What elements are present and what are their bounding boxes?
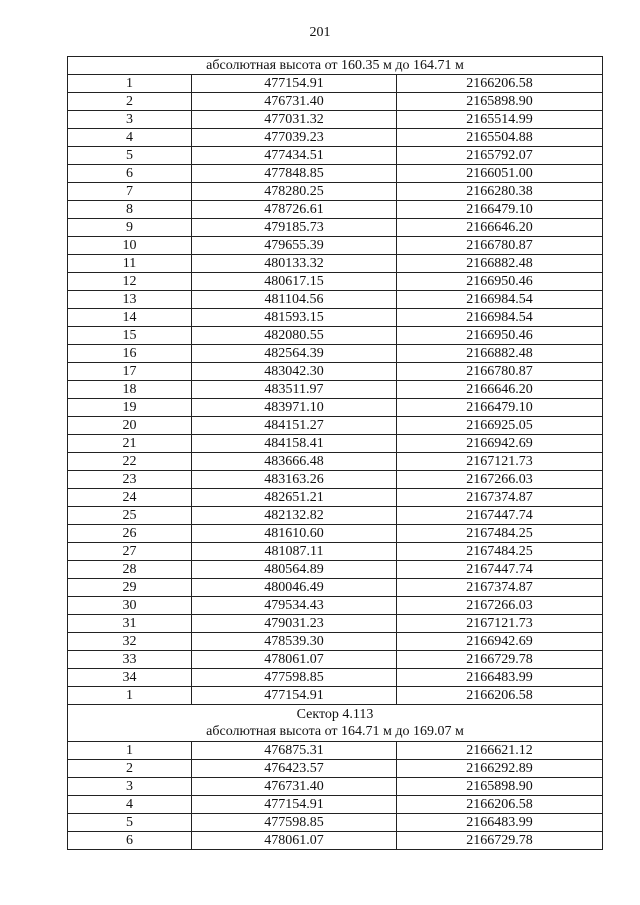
table-row: [68, 489, 603, 507]
table-row: [68, 147, 603, 165]
table-row: [68, 561, 603, 579]
table-row: [68, 129, 603, 147]
table-row: [68, 291, 603, 309]
table-row: [68, 525, 603, 543]
y-coordinate-cell: 2166984.54: [397, 309, 603, 327]
table-row: [68, 435, 603, 453]
point-number-cell: 6: [68, 165, 192, 183]
table-row: [68, 669, 603, 687]
x-coordinate-cell: 477434.51: [192, 147, 397, 165]
point-number-cell: 1: [68, 687, 192, 705]
table-row: [68, 814, 603, 832]
x-coordinate-cell: 480046.49: [192, 579, 397, 597]
x-coordinate-cell: 481593.15: [192, 309, 397, 327]
table-row: [68, 633, 603, 651]
table-row: [68, 255, 603, 273]
x-coordinate-cell: 481610.60: [192, 525, 397, 543]
table-row: [68, 579, 603, 597]
table-row: [68, 93, 603, 111]
table-row: [68, 183, 603, 201]
y-coordinate-cell: 2166925.05: [397, 417, 603, 435]
point-number-cell: 14: [68, 309, 192, 327]
y-coordinate-cell: 2166646.20: [397, 219, 603, 237]
y-coordinate-cell: 2167121.73: [397, 453, 603, 471]
x-coordinate-cell: 483971.10: [192, 399, 397, 417]
point-number-cell: 6: [68, 832, 192, 850]
y-coordinate-cell: 2167266.03: [397, 597, 603, 615]
y-coordinate-cell: 2167374.87: [397, 489, 603, 507]
x-coordinate-cell: 478061.07: [192, 832, 397, 850]
y-coordinate-cell: 2165898.90: [397, 778, 603, 796]
x-coordinate-cell: 484158.41: [192, 435, 397, 453]
y-coordinate-cell: 2167121.73: [397, 615, 603, 633]
point-number-cell: 3: [68, 111, 192, 129]
y-coordinate-cell: 2166280.38: [397, 183, 603, 201]
point-number-cell: 5: [68, 814, 192, 832]
point-number-cell: 16: [68, 345, 192, 363]
y-coordinate-cell: 2166051.00: [397, 165, 603, 183]
x-coordinate-cell: 482080.55: [192, 327, 397, 345]
table-row: [68, 273, 603, 291]
y-coordinate-cell: 2166942.69: [397, 435, 603, 453]
x-coordinate-cell: 478726.61: [192, 201, 397, 219]
point-number-cell: 2: [68, 93, 192, 111]
y-coordinate-cell: 2166483.99: [397, 814, 603, 832]
y-coordinate-cell: 2167484.25: [397, 525, 603, 543]
table-row: [68, 832, 603, 850]
y-coordinate-cell: 2167266.03: [397, 471, 603, 489]
x-coordinate-cell: 479031.23: [192, 615, 397, 633]
y-coordinate-cell: 2165514.99: [397, 111, 603, 129]
table-row: [68, 543, 603, 561]
table-row: [68, 363, 603, 381]
table-row: [68, 778, 603, 796]
x-coordinate-cell: 479655.39: [192, 237, 397, 255]
x-coordinate-cell: 477154.91: [192, 796, 397, 814]
table-row: [68, 417, 603, 435]
point-number-cell: 18: [68, 381, 192, 399]
y-coordinate-cell: 2166882.48: [397, 255, 603, 273]
table-row: [68, 201, 603, 219]
x-coordinate-cell: 478061.07: [192, 651, 397, 669]
x-coordinate-cell: 483511.97: [192, 381, 397, 399]
x-coordinate-cell: 477848.85: [192, 165, 397, 183]
y-coordinate-cell: 2166646.20: [397, 381, 603, 399]
y-coordinate-cell: 2165504.88: [397, 129, 603, 147]
altitude-range-label: абсолютная высота от 164.71 м до 169.07 м: [206, 724, 464, 739]
x-coordinate-cell: 477598.85: [192, 669, 397, 687]
table-row: [68, 651, 603, 669]
x-coordinate-cell: 477154.91: [192, 75, 397, 93]
y-coordinate-cell: 2166950.46: [397, 273, 603, 291]
point-number-cell: 3: [68, 778, 192, 796]
table-row: [68, 597, 603, 615]
table-row: [68, 165, 603, 183]
section-header-row: [68, 57, 603, 75]
y-coordinate-cell: 2166292.89: [397, 760, 603, 778]
x-coordinate-cell: 476731.40: [192, 93, 397, 111]
y-coordinate-cell: 2166950.46: [397, 327, 603, 345]
x-coordinate-cell: 478539.30: [192, 633, 397, 651]
point-number-cell: 32: [68, 633, 192, 651]
point-number-cell: 4: [68, 796, 192, 814]
y-coordinate-cell: 2166206.58: [397, 687, 603, 705]
y-coordinate-cell: 2167484.25: [397, 543, 603, 561]
point-number-cell: 28: [68, 561, 192, 579]
table-row: [68, 796, 603, 814]
point-number-cell: 19: [68, 399, 192, 417]
x-coordinate-cell: 477154.91: [192, 687, 397, 705]
point-number-cell: 9: [68, 219, 192, 237]
point-number-cell: 33: [68, 651, 192, 669]
y-coordinate-cell: 2166942.69: [397, 633, 603, 651]
point-number-cell: 21: [68, 435, 192, 453]
x-coordinate-cell: 477598.85: [192, 814, 397, 832]
table-row: [68, 399, 603, 417]
y-coordinate-cell: 2166882.48: [397, 345, 603, 363]
point-number-cell: 1: [68, 742, 192, 760]
point-number-cell: 11: [68, 255, 192, 273]
table-row: [68, 345, 603, 363]
point-number-cell: 26: [68, 525, 192, 543]
y-coordinate-cell: 2167447.74: [397, 507, 603, 525]
point-number-cell: 24: [68, 489, 192, 507]
point-number-cell: 34: [68, 669, 192, 687]
sector-title: Сектор 4.113: [296, 707, 374, 722]
table-row: [68, 453, 603, 471]
point-number-cell: 17: [68, 363, 192, 381]
y-coordinate-cell: 2167374.87: [397, 579, 603, 597]
table-row: [68, 381, 603, 399]
point-number-cell: 7: [68, 183, 192, 201]
point-number-cell: 23: [68, 471, 192, 489]
point-number-cell: 2: [68, 760, 192, 778]
y-coordinate-cell: 2166984.54: [397, 291, 603, 309]
page-number: 201: [309, 25, 331, 40]
altitude-range-label: абсолютная высота от 160.35 м до 164.71 м: [206, 58, 464, 73]
point-number-cell: 1: [68, 75, 192, 93]
y-coordinate-cell: 2165792.07: [397, 147, 603, 165]
table-row: [68, 742, 603, 760]
x-coordinate-cell: 483042.30: [192, 363, 397, 381]
x-coordinate-cell: 476731.40: [192, 778, 397, 796]
x-coordinate-cell: 476875.31: [192, 742, 397, 760]
table-row: [68, 760, 603, 778]
section-header: [68, 57, 603, 75]
section-header-row: [68, 705, 603, 742]
table-row: [68, 219, 603, 237]
y-coordinate-cell: 2166479.10: [397, 201, 603, 219]
table-row: [68, 327, 603, 345]
table-row: [68, 111, 603, 129]
y-coordinate-cell: 2166206.58: [397, 75, 603, 93]
point-number-cell: 12: [68, 273, 192, 291]
table-row: [68, 615, 603, 633]
y-coordinate-cell: 2166729.78: [397, 651, 603, 669]
point-number-cell: 30: [68, 597, 192, 615]
point-number-cell: 5: [68, 147, 192, 165]
y-coordinate-cell: 2166206.58: [397, 796, 603, 814]
point-number-cell: 22: [68, 453, 192, 471]
point-number-cell: 27: [68, 543, 192, 561]
table-row: [68, 507, 603, 525]
x-coordinate-cell: 482651.21: [192, 489, 397, 507]
y-coordinate-cell: 2166780.87: [397, 237, 603, 255]
x-coordinate-cell: 481087.11: [192, 543, 397, 561]
point-number-cell: 20: [68, 417, 192, 435]
x-coordinate-cell: 479534.43: [192, 597, 397, 615]
y-coordinate-cell: 2167447.74: [397, 561, 603, 579]
x-coordinate-cell: 477039.23: [192, 129, 397, 147]
x-coordinate-cell: 482132.82: [192, 507, 397, 525]
point-number-cell: 15: [68, 327, 192, 345]
section-header: [68, 705, 603, 742]
table-row: [68, 237, 603, 255]
x-coordinate-cell: 477031.32: [192, 111, 397, 129]
coordinates-table: [67, 56, 603, 850]
table-row: [68, 687, 603, 705]
x-coordinate-cell: 480133.32: [192, 255, 397, 273]
y-coordinate-cell: 2166780.87: [397, 363, 603, 381]
point-number-cell: 8: [68, 201, 192, 219]
table-row: [68, 309, 603, 327]
x-coordinate-cell: 480564.89: [192, 561, 397, 579]
x-coordinate-cell: 479185.73: [192, 219, 397, 237]
y-coordinate-cell: 2166621.12: [397, 742, 603, 760]
y-coordinate-cell: 2166483.99: [397, 669, 603, 687]
x-coordinate-cell: 476423.57: [192, 760, 397, 778]
x-coordinate-cell: 483666.48: [192, 453, 397, 471]
x-coordinate-cell: 482564.39: [192, 345, 397, 363]
point-number-cell: 4: [68, 129, 192, 147]
point-number-cell: 10: [68, 237, 192, 255]
x-coordinate-cell: 481104.56: [192, 291, 397, 309]
point-number-cell: 29: [68, 579, 192, 597]
x-coordinate-cell: 483163.26: [192, 471, 397, 489]
x-coordinate-cell: 478280.25: [192, 183, 397, 201]
x-coordinate-cell: 484151.27: [192, 417, 397, 435]
y-coordinate-cell: 2166729.78: [397, 832, 603, 850]
table-row: [68, 75, 603, 93]
x-coordinate-cell: 480617.15: [192, 273, 397, 291]
point-number-cell: 13: [68, 291, 192, 309]
y-coordinate-cell: 2165898.90: [397, 93, 603, 111]
point-number-cell: 25: [68, 507, 192, 525]
table-row: [68, 471, 603, 489]
y-coordinate-cell: 2166479.10: [397, 399, 603, 417]
point-number-cell: 31: [68, 615, 192, 633]
